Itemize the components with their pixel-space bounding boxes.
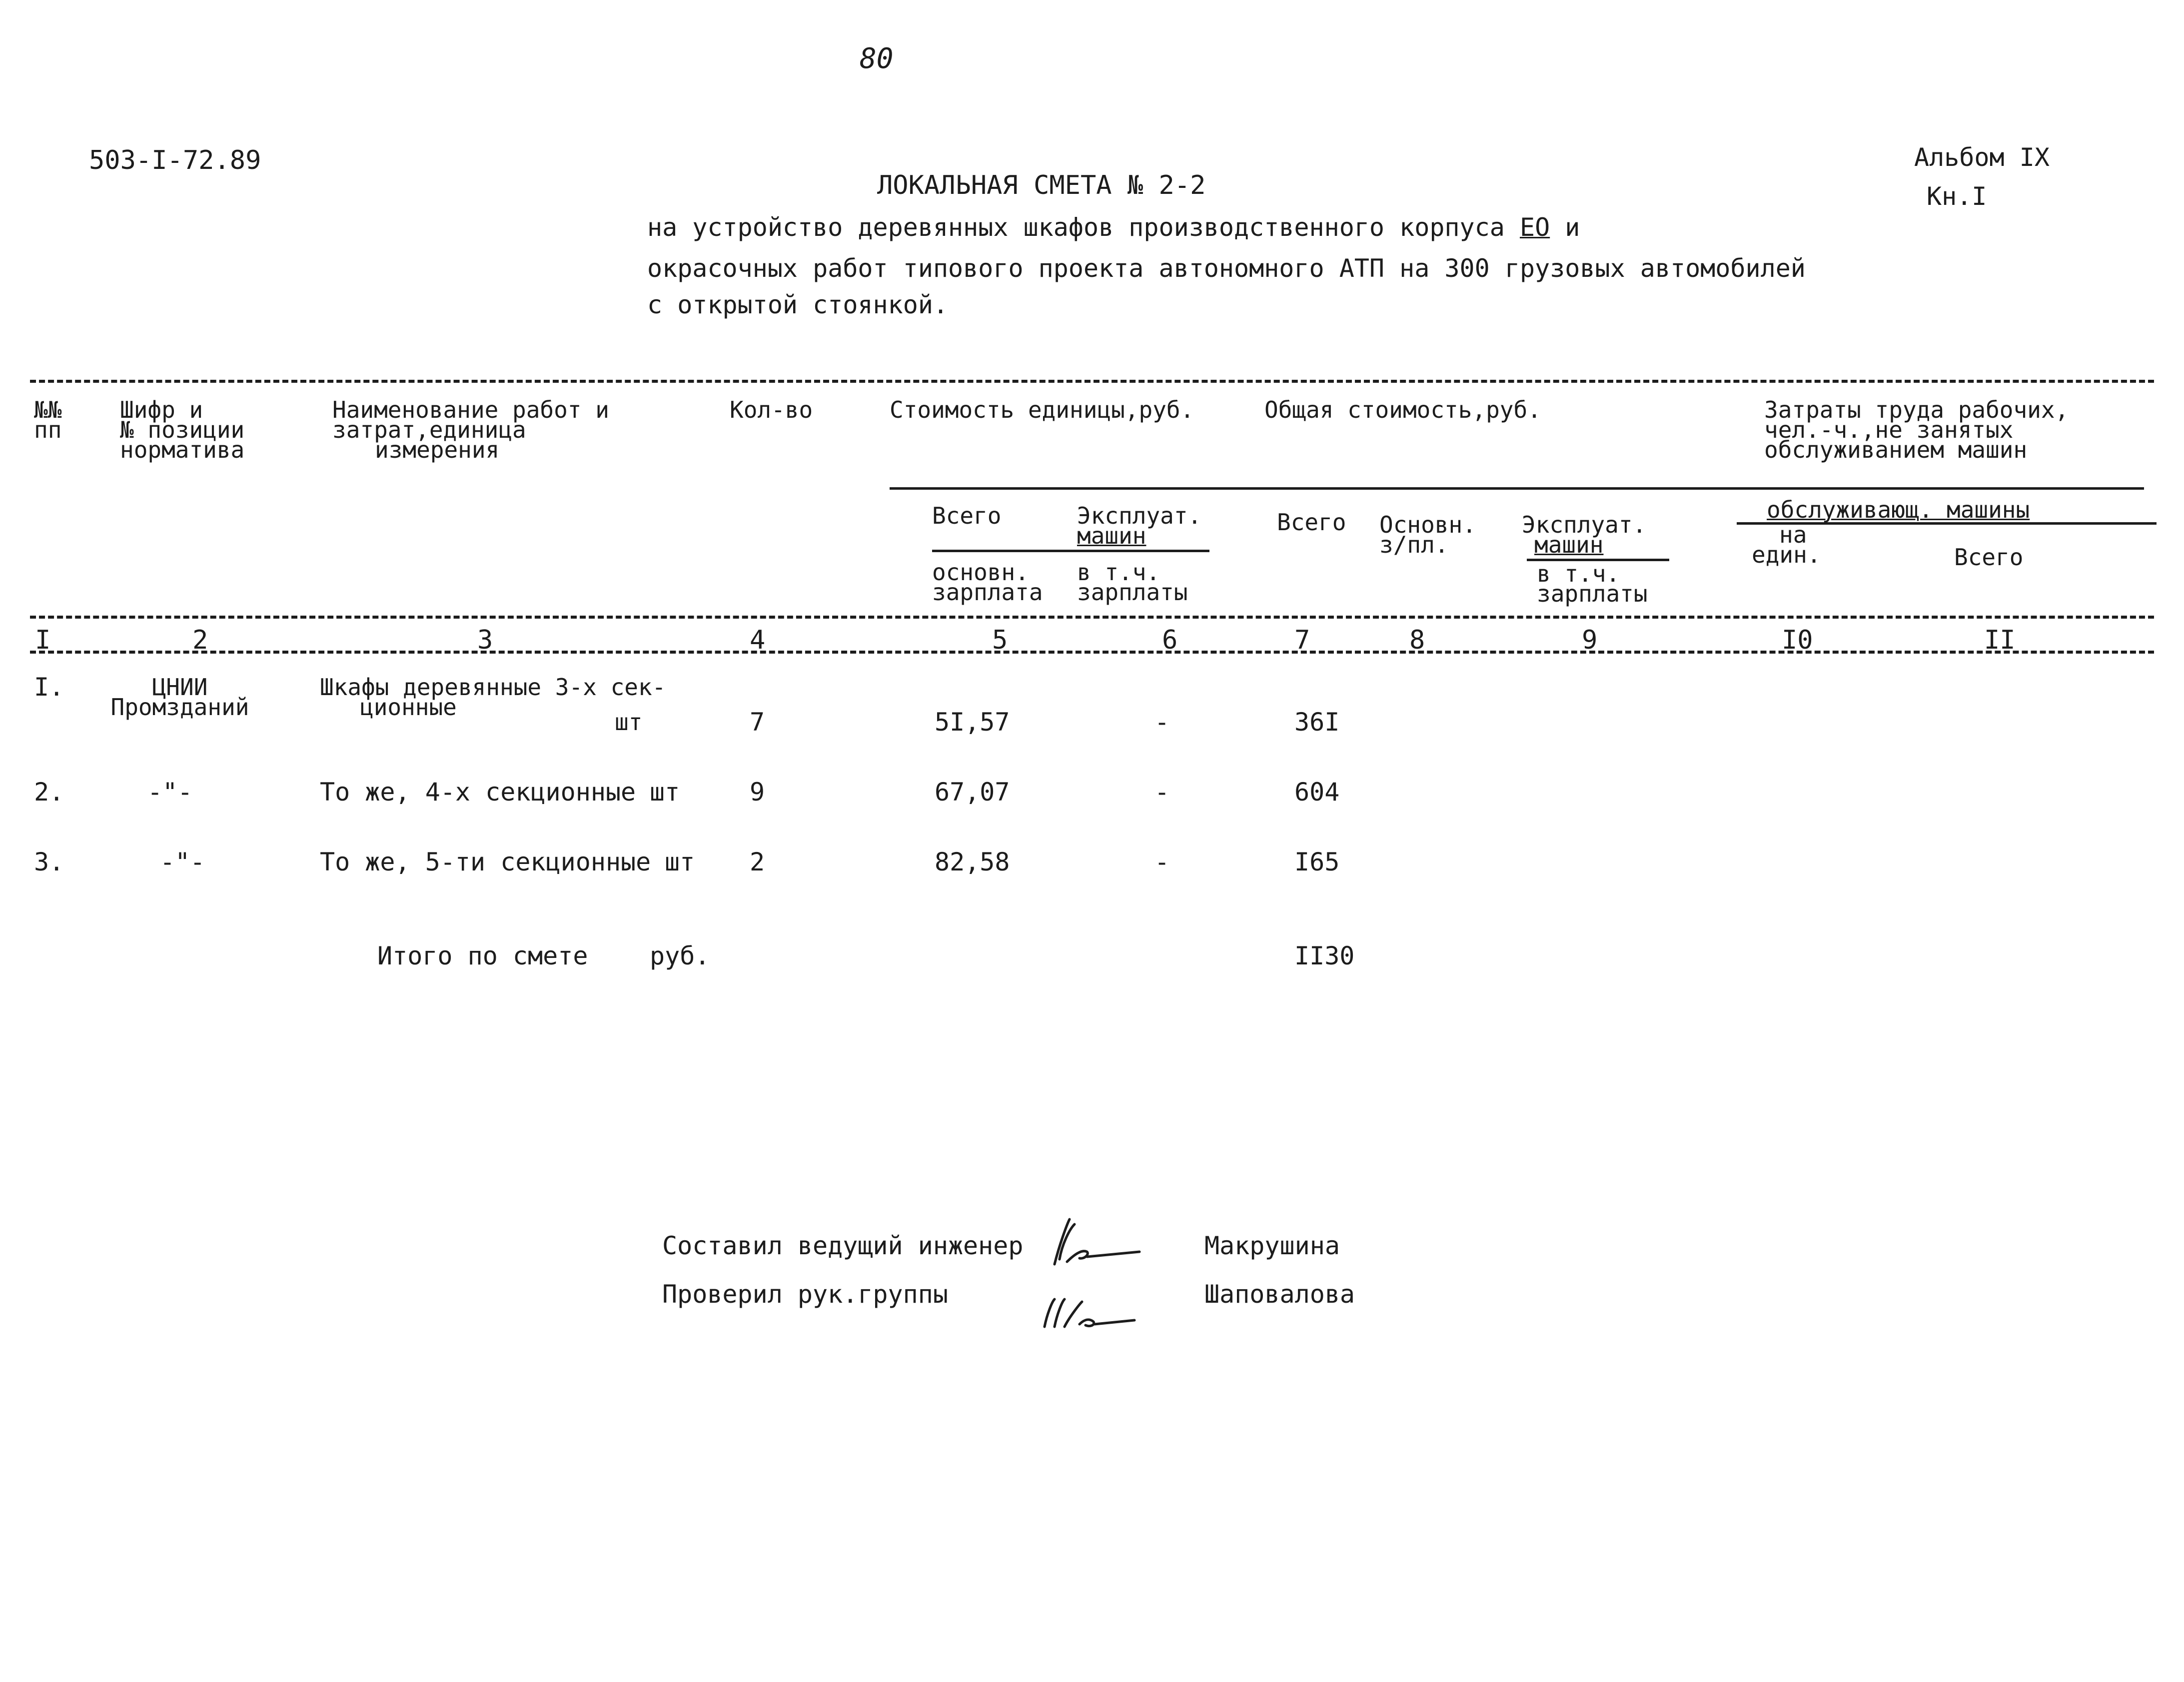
row-qty: 9 xyxy=(750,778,765,807)
col-number: II xyxy=(1984,625,2016,655)
header-code: Шифр и № позиции норматива xyxy=(120,396,245,463)
title-line-3: с открытой стоянкой. xyxy=(647,290,949,319)
title-line-1-end: и xyxy=(1565,213,1580,242)
col-number: 3 xyxy=(477,625,493,655)
unit-machine-rule xyxy=(932,550,1209,552)
row-total: 604 xyxy=(1294,778,1340,807)
total-unit: руб. xyxy=(650,941,710,970)
row-unit-cost: 82,58 xyxy=(935,847,1010,876)
row-name: То же, 5-ти секционные xyxy=(320,847,651,876)
row-total: 36I xyxy=(1294,708,1340,737)
header-unit-cost: Стоимость единицы,руб. xyxy=(890,396,1194,423)
checker-name: Шаповалова xyxy=(1204,1280,1355,1309)
row-qty: 2 xyxy=(750,847,765,876)
table-top-rule xyxy=(30,380,2154,383)
col-number: 2 xyxy=(192,625,208,655)
header-labor-sub: обслуживающ. машины xyxy=(1767,496,2030,523)
total-label: Итого по смете xyxy=(377,941,588,970)
header-num: №№ пп xyxy=(34,396,62,443)
book-label: Кн.I xyxy=(1927,182,1987,211)
row-name: То же, 4-х секционные xyxy=(320,778,636,807)
row-machine: - xyxy=(1154,708,1170,737)
header-unit-total: Всего xyxy=(932,502,1002,529)
row-machine: - xyxy=(1154,847,1170,876)
header-unit-salary: основн. зарплата xyxy=(932,559,1043,606)
estimate-heading: ЛОКАЛЬНАЯ СМЕТА № 2-2 xyxy=(877,170,1206,200)
header-total-machine-salary: в т.ч. зарплаты xyxy=(1537,560,1648,607)
compiler-signature-icon xyxy=(1040,1214,1149,1274)
header-bottom-rule xyxy=(30,616,2154,619)
header-labor: Затраты труда рабочих, чел.-ч.,не занятых обслуживанием машин xyxy=(1764,396,2069,463)
title-line-1 xyxy=(647,215,1580,240)
row-num: I. xyxy=(34,673,64,702)
row-qty: 7 xyxy=(750,708,765,737)
title-line-2: окрасочных работ типового проекта автономного АТП на 300 грузовых автомобилей xyxy=(647,254,1806,283)
album-label: Альбом IX xyxy=(1914,143,2050,172)
compiler-name: Макрушина xyxy=(1204,1231,1340,1260)
header-name: Наименование работ и затрат,единица измерения xyxy=(332,396,609,463)
header-unit-machine-salary: в т.ч. зарплаты xyxy=(1077,559,1188,606)
row-name: Шкафы деревянные 3-х сек- ционные xyxy=(320,674,666,721)
header-unit-machine: Эксплуат. машин xyxy=(1077,502,1202,549)
total-value: II30 xyxy=(1294,941,1355,970)
col-number: 6 xyxy=(1162,625,1178,655)
col-number: 9 xyxy=(1582,625,1598,655)
checker-signature-icon xyxy=(1035,1279,1144,1334)
row-unit: шт xyxy=(615,709,643,736)
col-number: I xyxy=(35,625,51,655)
col-number: I0 xyxy=(1782,625,1813,655)
col-number: 5 xyxy=(992,625,1008,655)
title-line-1-text: на устройство деревянных шкафов производственного корпуса xyxy=(647,213,1505,242)
row-num: 3. xyxy=(34,847,64,876)
header-labor-unit: на един. xyxy=(1752,521,1821,568)
header-total-total: Всего xyxy=(1277,509,1346,536)
row-unit-cost: 5I,57 xyxy=(935,708,1010,737)
header-total-machine: Эксплуат. машин xyxy=(1522,511,1647,558)
document-code: 503-I-72.89 xyxy=(89,145,261,175)
header-sub-rule xyxy=(890,487,2144,490)
header-labor-total: Всего xyxy=(1954,544,2024,571)
col-number: 4 xyxy=(750,625,766,655)
compiler-role: Составил ведущий инженер xyxy=(662,1231,1024,1260)
column-numbers-rule xyxy=(30,651,2154,654)
row-unit: шт xyxy=(650,778,680,807)
checker-role: Проверил рук.группы xyxy=(662,1280,948,1309)
header-total-salary: Основн. з/пл. xyxy=(1379,511,1476,558)
row-code: -"- xyxy=(160,847,205,876)
row-unit-cost: 67,07 xyxy=(935,778,1010,807)
header-qty: Кол-во xyxy=(730,396,813,423)
page-number: 80 xyxy=(860,42,894,75)
row-unit: шт xyxy=(665,847,695,876)
building-ref: ЕО xyxy=(1519,213,1550,242)
row-machine: - xyxy=(1154,778,1170,807)
row-code: -"- xyxy=(147,778,193,807)
row-num: 2. xyxy=(34,778,64,807)
col-number: 8 xyxy=(1409,625,1425,655)
col-number: 7 xyxy=(1294,625,1310,655)
row-total: I65 xyxy=(1294,847,1340,876)
header-total-cost: Общая стоимость,руб. xyxy=(1264,396,1541,423)
row-code: ЦНИИ Промзданий xyxy=(110,674,249,721)
